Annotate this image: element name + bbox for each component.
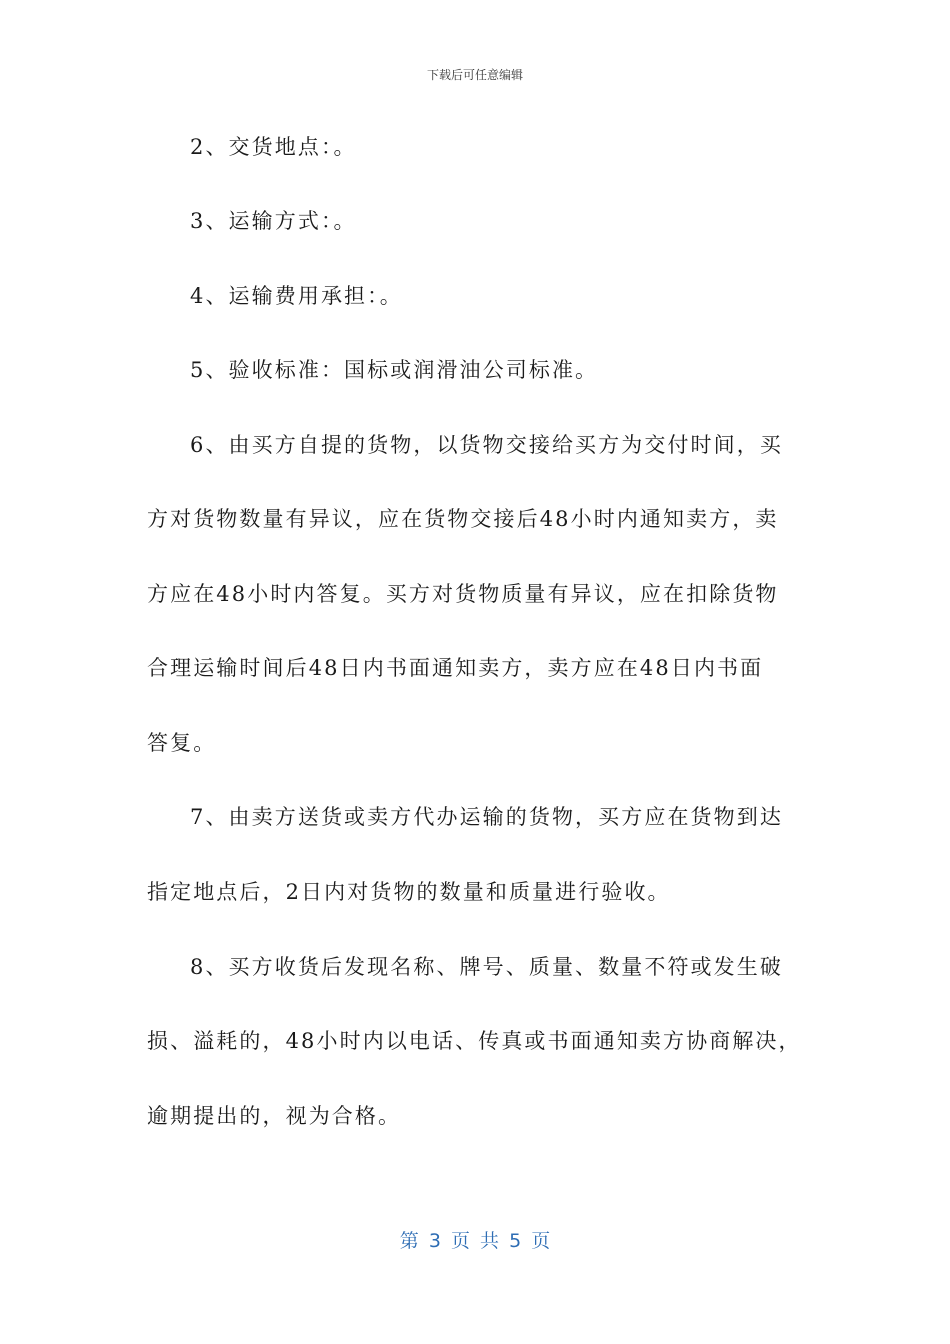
header-note: 下载后可任意编辑 xyxy=(426,68,523,82)
footer-end-label: 页 xyxy=(531,1230,551,1252)
item-5-acceptance-standard: 5、验收标准：国标或润滑油公司标准。 xyxy=(190,358,599,382)
footer-total-label: 页 共 xyxy=(450,1230,500,1252)
page-footer xyxy=(0,1226,950,1253)
item-6-line-5: 答复。 xyxy=(147,731,217,755)
item-4-transport-cost: 4、运输费用承担：。 xyxy=(190,284,403,308)
item-6-line-1: 6、由买方自提的货物，以货物交接给买方为交付时间，买 xyxy=(190,433,783,457)
item-6-line-3: 方应在48小时内答复。买方对货物质量有异议，应在扣除货物 xyxy=(147,582,779,606)
item-6-line-4: 合理运输时间后48日内书面通知卖方，卖方应在48日内书面 xyxy=(147,656,764,680)
item-7-line-2: 指定地点后，2日内对货物的数量和质量进行验收。 xyxy=(147,880,671,904)
footer-page-label: 第 xyxy=(399,1230,419,1252)
item-8-line-1: 8、买方收货后发现名称、牌号、质量、数量不符或发生破 xyxy=(190,955,783,979)
item-8-line-2: 损、溢耗的，48小时内以电话、传真或书面通知卖方协商解决， xyxy=(147,1029,802,1053)
footer-total-pages: 5 xyxy=(509,1230,522,1252)
item-6-line-2: 方对货物数量有异议，应在货物交接后48小时内通知卖方，卖 xyxy=(147,507,779,531)
item-2-delivery-location: 2、交货地点：。 xyxy=(190,135,357,159)
item-7-line-1: 7、由卖方送货或卖方代办运输的货物，买方应在货物到达 xyxy=(190,805,783,829)
item-3-transport-method: 3、运输方式：。 xyxy=(190,209,357,233)
item-8-line-3: 逾期提出的，视为合格。 xyxy=(147,1104,402,1128)
footer-current-page: 3 xyxy=(428,1230,441,1252)
